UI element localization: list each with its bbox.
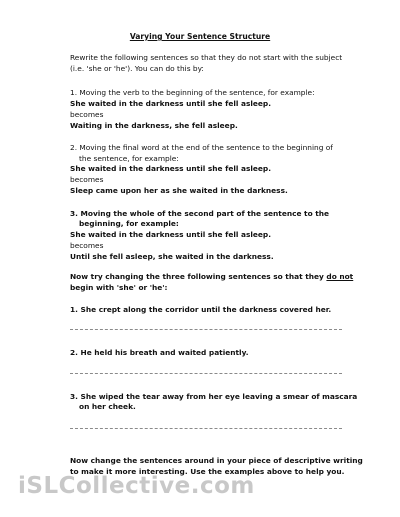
method-3-heading-line-1: 3. Moving the whole of the second part of the sentence to the [70, 209, 330, 218]
method-3-result: Until she fell asleep, she waited in the darkness. [70, 252, 274, 261]
intro-line-1: Rewrite the following sentences so that they do not start with the subject [70, 53, 343, 62]
method-2-heading-line-1: 2. Moving the final word at the end of the sentence to the beginning of [70, 143, 333, 152]
exercise-2: 2. He held his breath and waited patiently. [70, 348, 249, 357]
watermark-logo: iSLCollective.com [18, 473, 255, 499]
method-1-example: She waited in the darkness until she fell asleep. [70, 99, 272, 108]
worksheet-title: Varying Your Sentence Structure [129, 32, 271, 41]
final-instruction-line-2: to make it more interesting. Use the examples above to help you. [70, 467, 345, 476]
method-2-example: She waited in the darkness until she fell asleep. [70, 164, 272, 173]
method-3-heading-line-2: beginning, for example: [79, 219, 179, 228]
method-2-heading-line-2: the sentence, for example: [79, 154, 179, 163]
task-line-1-text: Now try changing the three following sentences so that they [70, 272, 324, 281]
method-2-result: Sleep came upon her as she waited in the darkness. [70, 186, 288, 195]
method-3-becomes: becomes [70, 241, 104, 250]
answer-line-1[interactable] [70, 329, 342, 330]
task-line-2: begin with 'she' or 'he': [70, 283, 168, 292]
method-2-becomes: becomes [70, 175, 104, 184]
task-do-not: do not [326, 272, 354, 281]
method-3-example: She waited in the darkness until she fell asleep. [70, 230, 272, 239]
method-1-becomes: becomes [70, 110, 104, 119]
exercise-3-line-1: 3. She wiped the tear away from her eye leaving a smear of mascara [70, 392, 358, 401]
answer-line-2[interactable] [70, 373, 342, 374]
method-1-heading: 1. Moving the verb to the beginning of the sentence, for example: [70, 88, 315, 97]
exercise-3-line-2: on her cheek. [79, 402, 136, 411]
method-1-result: Waiting in the darkness, she fell asleep. [70, 121, 238, 130]
answer-line-3[interactable] [70, 428, 342, 429]
intro-line-2: (i.e. 'she or 'he'). You can do this by: [70, 64, 204, 73]
task-line-1 [70, 272, 370, 281]
exercise-1: 1. She crept along the corridor until the darkness covered her. [70, 305, 332, 314]
final-instruction-line-1: Now change the sentences around in your piece of descriptive writing [70, 456, 363, 465]
